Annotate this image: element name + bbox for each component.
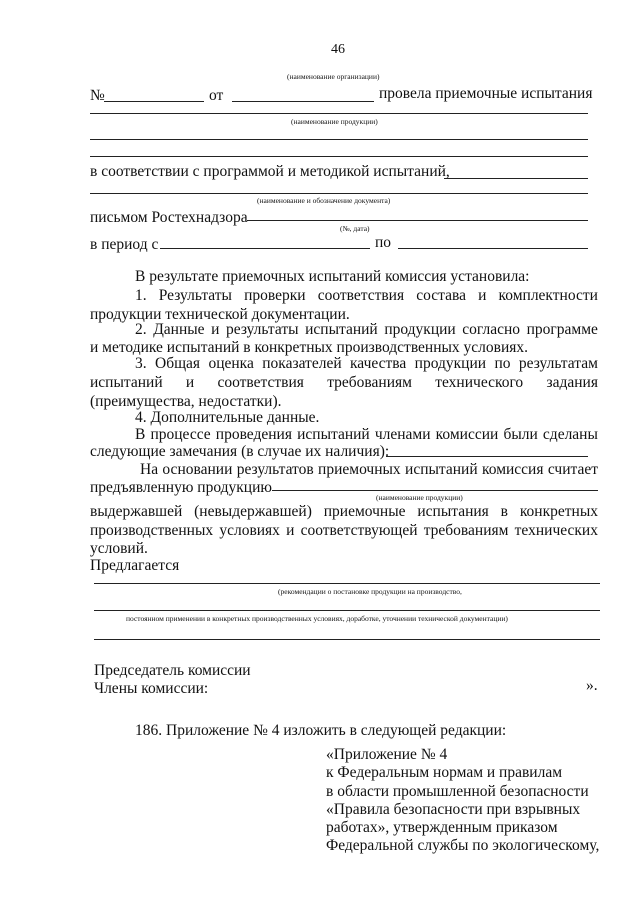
paragraph-2-line-a [135, 321, 598, 339]
label-product-2: (наименование продукции) [376, 493, 463, 502]
word: и [286, 522, 295, 539]
letter-blank [247, 220, 588, 221]
word: испытаний [90, 374, 163, 391]
word: согласно [462, 321, 521, 338]
document-blank [444, 178, 588, 179]
label-organization: (наименование организации) [287, 72, 380, 81]
recommendation-line-1 [94, 583, 600, 584]
recommendation-line-3 [94, 639, 600, 640]
page-number: 46 [331, 42, 345, 57]
word: результаты [226, 321, 299, 338]
word: 1. [135, 287, 147, 304]
word: соответствия [317, 287, 405, 304]
word: испытаний [405, 461, 478, 478]
number-blank [104, 101, 204, 102]
appendix-line-6: Федеральной службы по экологическому, [326, 837, 600, 854]
word: программе [526, 321, 598, 338]
blank-line-1 [90, 139, 588, 140]
appendix-line-1: «Приложение № 4 [326, 746, 448, 763]
number-sign: № [90, 87, 105, 104]
conducted-text: провела приемочные испытания [379, 85, 593, 102]
word: оценка [208, 355, 254, 372]
appendix-line-2: к Федеральным нормам и правилам [326, 764, 563, 781]
word: состава [416, 287, 466, 304]
word: 2. [135, 321, 147, 338]
word: 3. [135, 355, 147, 372]
paragraph-1-line-a [135, 287, 598, 305]
period-from-label: в период с [90, 236, 159, 253]
word: В [135, 426, 146, 443]
word: процессе [150, 426, 211, 443]
period-to-blank [398, 248, 588, 249]
basis-line-b: предъявленную продукцию [90, 479, 272, 496]
word: в [500, 503, 508, 520]
word: продукции [414, 355, 487, 372]
word: испытаний [297, 426, 370, 443]
document-line [90, 193, 588, 194]
word: по [494, 355, 511, 372]
word: Общая [155, 355, 201, 372]
word: соответствия [217, 374, 304, 391]
word: членами [374, 426, 431, 443]
letter-text: письмом Ростехнадзора [90, 209, 248, 226]
period-from-blank [160, 248, 370, 249]
label-document: (наименование и обозначение документа) [257, 196, 391, 205]
word: результатов [236, 461, 314, 478]
word: технического [435, 374, 524, 391]
closing-quote: ». [586, 677, 598, 694]
passed-line-c: условий. [90, 540, 148, 557]
passed-line-a [90, 503, 598, 521]
product-line [90, 113, 588, 114]
appendix-line-5: работах», утвержденным приказом [326, 819, 558, 836]
word: конкретных [519, 503, 598, 520]
blank-line-2 [90, 156, 588, 157]
from-label: от [209, 87, 224, 104]
appendix-line-3: в области промышленной безопасности [326, 783, 589, 800]
word: производственных [90, 522, 214, 539]
word: условиях [219, 522, 280, 539]
word: комплектности [498, 287, 598, 304]
according-text: в соответствии с программой и методикой испытаний, [90, 163, 450, 180]
word: Результаты [158, 287, 232, 304]
word: соответствующей [300, 522, 418, 539]
word: были [503, 426, 538, 443]
chairman-label: Председатель комиссии [94, 662, 251, 679]
paragraph-3-line-a [135, 355, 598, 373]
word: требованиям [423, 522, 509, 539]
word: качества [350, 355, 407, 372]
date-blank [232, 101, 374, 102]
word: приемочных [318, 461, 401, 478]
paragraph-2-line-b: и методике испытаний в конкретных производственных условиях. [90, 339, 529, 356]
word: комиссия [482, 461, 544, 478]
label-no-date: (№, дата) [340, 224, 370, 233]
word: сделаны [542, 426, 598, 443]
product-blank [272, 490, 598, 491]
word: приемочные [323, 503, 406, 520]
recommendation-line-2 [94, 610, 600, 611]
word: основании [162, 461, 233, 478]
word: проведения [215, 426, 292, 443]
passed-line-b [90, 522, 598, 540]
word: выдержавшей [90, 503, 183, 520]
members-label: Члены комиссии: [94, 680, 209, 697]
paragraph-1-line-b: продукции технической документации. [90, 306, 350, 323]
word: показателей [262, 355, 342, 372]
paragraph-3-line-b [90, 374, 598, 392]
period-to-label: по [375, 234, 392, 251]
word: проверки [244, 287, 306, 304]
appendix-line-4: «Правила безопасности при взрывных [326, 801, 581, 818]
word: продукции [384, 321, 456, 338]
word: считает [547, 461, 598, 478]
word: и [478, 287, 487, 304]
word: результатам [518, 355, 598, 372]
paragraph-4: 4. Дополнительные данные. [135, 409, 320, 426]
remarks-blank [386, 456, 588, 457]
word: Данные [153, 321, 205, 338]
word: испытания [417, 503, 489, 520]
label-recommendation: (рекомендации о постановке продукции на производство, [278, 587, 462, 596]
word: На [140, 461, 159, 478]
basis-line-a [140, 461, 598, 479]
word: задания [546, 374, 598, 391]
item-186: 186. Приложение № 4 изложить в следующей редакции: [135, 722, 507, 739]
word: и [211, 321, 220, 338]
word: испытаний [305, 321, 378, 338]
label-recommendation-2: постоянном применении в конкретных производственных условиях, доработке, уточнении технической документации) [126, 614, 508, 623]
intro-text: В результате приемочных испытаний комиссия установила: [135, 268, 530, 285]
proposed-text: Предлагается [90, 557, 180, 574]
paragraph-3-line-c: (преимущества, недостатки). [90, 393, 282, 410]
word: и [185, 374, 195, 391]
remarks-line-a [135, 426, 598, 444]
word: технических [514, 522, 598, 539]
word: комиссии [435, 426, 499, 443]
label-product: (наименование продукции) [291, 117, 378, 126]
word: (невыдержавшей) [194, 503, 312, 520]
remarks-line-b: следующие замечания (в случае их наличия): [90, 443, 390, 460]
word: требованиям [327, 374, 412, 391]
